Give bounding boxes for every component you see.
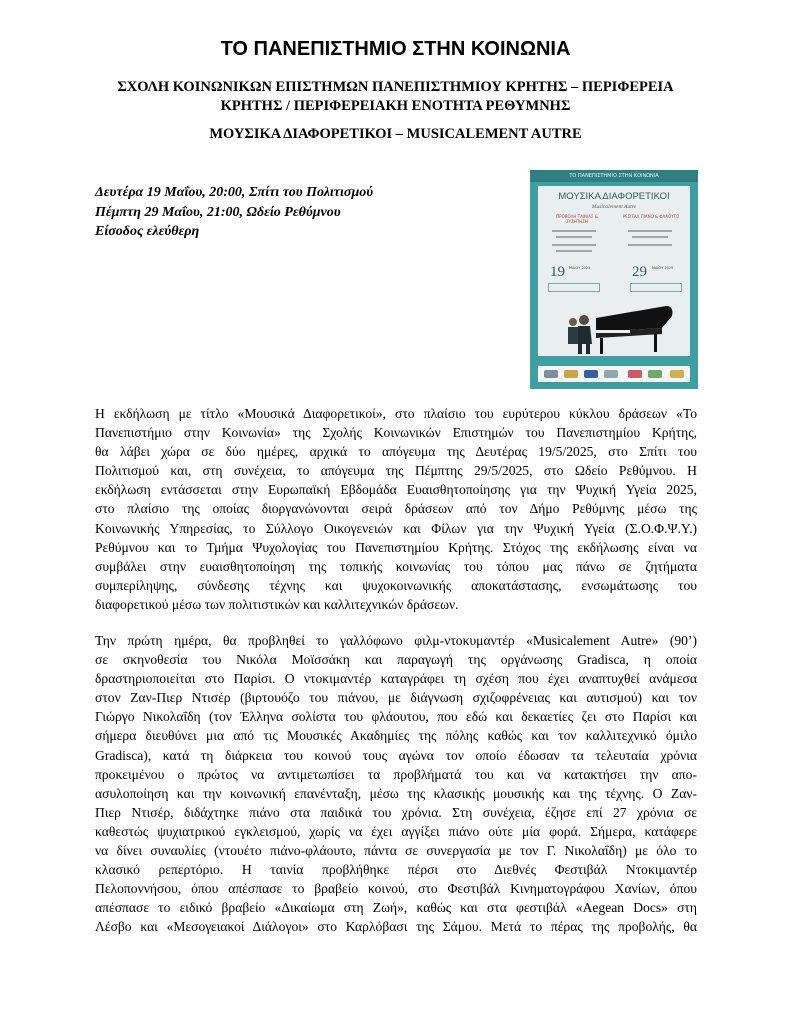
body-text-line: Πελοποννήσου, όπου απέσπασε το βραβείο κοινού, στο Φεστιβάλ Κινηματογράφου Χανίων, όπου: [95, 881, 697, 897]
body-text-line: εκδήλωση εντάσσεται στην Ευρωπαϊκή Εβδομάδα Ευαισθητοποίησης για την Ψυχική Υγεία 2025,: [95, 482, 697, 498]
free-entry: Είσοδος ελεύθερη: [95, 224, 200, 239]
poster-month-2: ΜΑΪΟΥ 2025: [652, 266, 674, 270]
body-text-line: Πολιτισμού και, στη συνέχεια, το απόγευμα της Πέμπτης 29/5/2025, στο Ωδείο Ρεθύμνου. Η: [95, 463, 697, 479]
body-text-line: διαφορετικού μέσω των πολιτιστικών και καλλιτεχνικών δράσεων.: [95, 596, 459, 612]
page-title: ΤΟ ΠΑΝΕΠΙΣΤΗΜΙΟ ΣΤΗΝ ΚΟΙΝΩΝΙΑ: [220, 38, 571, 60]
body-text-line: να δίνει συναυλίες (ντουέτο πιάνο-φλάουτο, πάντα σε συνεργασία με τον Γ. Νικολαΐδη) με όλο το: [95, 843, 697, 859]
body-text-line: σε σκηνοθεσία του Νικόλα Μοϊσσάκη και παραγωγή της οργάνωσης Gradisca, η οποία: [95, 652, 697, 668]
poster-text-line: [552, 244, 596, 246]
sponsor-logo: [604, 370, 618, 378]
poster-text-line: [628, 244, 672, 246]
body-text-line: κλασικό ρεπερτόριο. Η ταινία προβλήθηκε πέρσι στο Διεθνές Φεστιβάλ Ντοκιμαντέρ: [95, 862, 697, 878]
body-text-line: Πανεπιστήμιο στην Κοινωνία» της Σχολής Κοινωνικών Επιστημών του Πανεπιστημίου Κρήτης,: [95, 425, 697, 441]
body-text-line: ασυλοποίηση και την κοινωνική επανένταξη, μέσω της κλασικής μουσικής και της τέχνης. Ο Ζαν-: [95, 785, 697, 801]
school-subtitle: [70, 78, 721, 116]
event-date-2: Πέμπτη 29 Μαΐου, 21:00, Ωδείο Ρεθύμνου: [95, 204, 341, 220]
body-text-line: συμπερίληψης, σύνδεσης τέχνης και ψυχοκοινωνικής αποκατάστασης, ενσωμάτωσης του: [95, 577, 697, 593]
sponsor-logo: [564, 370, 578, 378]
body-text-line: σήμερα διευθύνει μια από τις Μουσικές Ακαδημίες της πόλης καθώς και τον καλλιτεχνικό όμιλο: [95, 728, 697, 744]
poster-subtitle: Musicalement Autre: [591, 204, 637, 210]
body-text-line: Ρεθύμνου και το Τμήμα Ψυχολογίας του Πανεπιστημίου Κρήτης. Στόχος της εκδήλωσης είναι να: [95, 539, 697, 555]
poster-left-heading: ΠΡΟΒΟΛΗ ΤΑΙΝΙΑΣ & ΣΥΖΗΤΗΣΗ: [556, 214, 598, 224]
poster-text-line: [556, 250, 592, 252]
poster-venue-box: [548, 283, 600, 292]
sponsor-logo: [648, 370, 662, 378]
body-text-line: δραστηριοποιείται στο Παρίσι. Ο ντοκιμαντέρ καταγράφει τη σχέση που έχει αναπτυχθεί ανάμεσα: [95, 671, 697, 687]
poster-day-2: 29: [632, 264, 647, 280]
subtitle-line-2: ΚΡΗΤΗΣ / ΠΕΡΙΦΕΡΕΙΑΚΗ ΕΝΟΤΗΤΑ ΡΕΘΥΜΝΗΣ: [220, 98, 571, 114]
poster-month-1: ΜΑΪΟΥ 2025: [569, 266, 591, 270]
body-text-line: Πιερ Ντισέρ, διδάχτηκε πιάνο στα παιδικά του χρόνια. Στη συνέχεια, έζησε επί 27 χρόνια σε: [95, 804, 697, 820]
sponsor-logo: [670, 370, 684, 378]
body-text-line: Κοινωνικής Υπηρεσίας, το Σύλλογο Οικογενειών και Φίλων για την Ψυχική Υγεία (Σ.Ο.Φ.Ψ.Υ.): [95, 520, 697, 536]
body-text-line: θα λάβει χώρα σε δύο ημέρες, αρχικά το απόγευμα της Δευτέρας 19/5/2025, στο Σπίτι του: [95, 444, 697, 460]
sponsor-logo: [584, 370, 598, 378]
event-title: ΜΟΥΣΙΚΑ ΔΙΑΦΟΡΕΤΙΚΟΙ – MUSICALEMENT AUTRE: [209, 126, 582, 142]
poster-text-line: [632, 236, 668, 238]
poster-venue-box: [630, 283, 682, 292]
poster-title: ΜΟΥΣΙΚΑ ΔΙΑΦΟΡΕΤΙΚΟΙ: [558, 191, 670, 202]
poster-top-bar: ΤΟ ΠΑΝΕΠΙΣΤΗΜΙΟ ΣΤΗΝ ΚΟΙΝΩΝΙΑ: [530, 170, 698, 182]
body-text-line: απέσπασε το ειδικό βραβείο «Δικαίωμα στη Ζωή», καθώς και στα φεστιβάλ «Aegean Docs» στη: [95, 900, 697, 916]
body-text-line: Η εκδήλωση με τίτλο «Μουσικά Διαφορετικοί», στο πλαίσιο του ευρύτερου κύκλου δράσεων «Το: [95, 406, 697, 421]
body-text-line: καθεστώς ψυχιατρικού εγκλεισμού, χωρίς να έχει αγγίξει πιάνο ούτε μία φορά. Σήμερα, κατάφερε: [95, 823, 697, 839]
poster-panel: [538, 186, 690, 356]
sponsor-logo: [544, 370, 558, 378]
body-paragraph-1: [95, 404, 697, 614]
body-text-line: συμβάλει στην ευαισθητοποίηση της τοπικής κοινωνίας του τόπου μας πάνω σε ζητήματα: [95, 558, 697, 574]
body-paragraph-2: [95, 631, 697, 937]
sponsor-logo: [628, 370, 642, 378]
subtitle-line-1: ΣΧΟΛΗ ΚΟΙΝΩΝΙΚΩΝ ΕΠΙΣΤΗΜΩΝ ΠΑΝΕΠΙΣΤΗΜΙΟΥ ΚΡΗΤΗΣ – ΠΕΡΙΦΕΡΕΙΑ: [117, 79, 674, 95]
body-text-line: Την πρώτη ημέρα, θα προβληθεί το γαλλόφωνο φιλμ-ντοκυμαντέρ «Musicalement Autre» (90’): [95, 633, 697, 648]
poster-day-1: 19: [550, 264, 565, 280]
event-poster-image: [530, 170, 698, 389]
body-text-line: στο πλαίσιο της οποίας διοργανώνονται σειρά δράσεων από τον Δήμο Ρεθύμνης μέσω της: [95, 501, 697, 517]
event-date-1: Δευτέρα 19 Μαΐου, 20:00, Σπίτι του Πολιτισμού: [95, 185, 374, 200]
poster-text-line: [628, 230, 672, 232]
body-text-line: Gradisca), κατά τη διάρκεια του κοινού τους αγώνα τον οποίο έδωσαν τα τελευταία χρόνια: [95, 747, 697, 763]
event-info: [95, 183, 373, 242]
body-text-line: προκειμένου ο πρώτος να αντιμετωπίσει τα προβλήματά του και να κατακτήσει την απο-: [95, 766, 697, 782]
body-text-line: Λέσβο και «Μεσογειακοί Διάλογοι» στο Καρλόβασι της Σάμου. Μετά το πέρας της προβολής, θα: [95, 919, 697, 935]
poster-right-heading: ΡΕΣΙΤΑΛ ΠΙΑΝΟ & ΦΛΑΟΥΤΟ: [622, 214, 680, 219]
body-text-line: στον Ζαν-Πιερ Ντισέρ (βιρτουόζο του πιάνου, με διάγνωση σχιζοφρένειας και αυτισμού) και τον: [95, 690, 697, 706]
poster-text-line: [556, 236, 592, 238]
poster-logos-strip: [538, 366, 690, 382]
poster-text-line: [552, 230, 596, 232]
piano-illustration: [566, 298, 676, 356]
body-text-line: Γιώργο Νικολαΐδη (τον Έλληνα σολίστα του φλάουτου, που εδώ και δεκαετίες ζει στο Παρίσι και: [95, 709, 697, 725]
